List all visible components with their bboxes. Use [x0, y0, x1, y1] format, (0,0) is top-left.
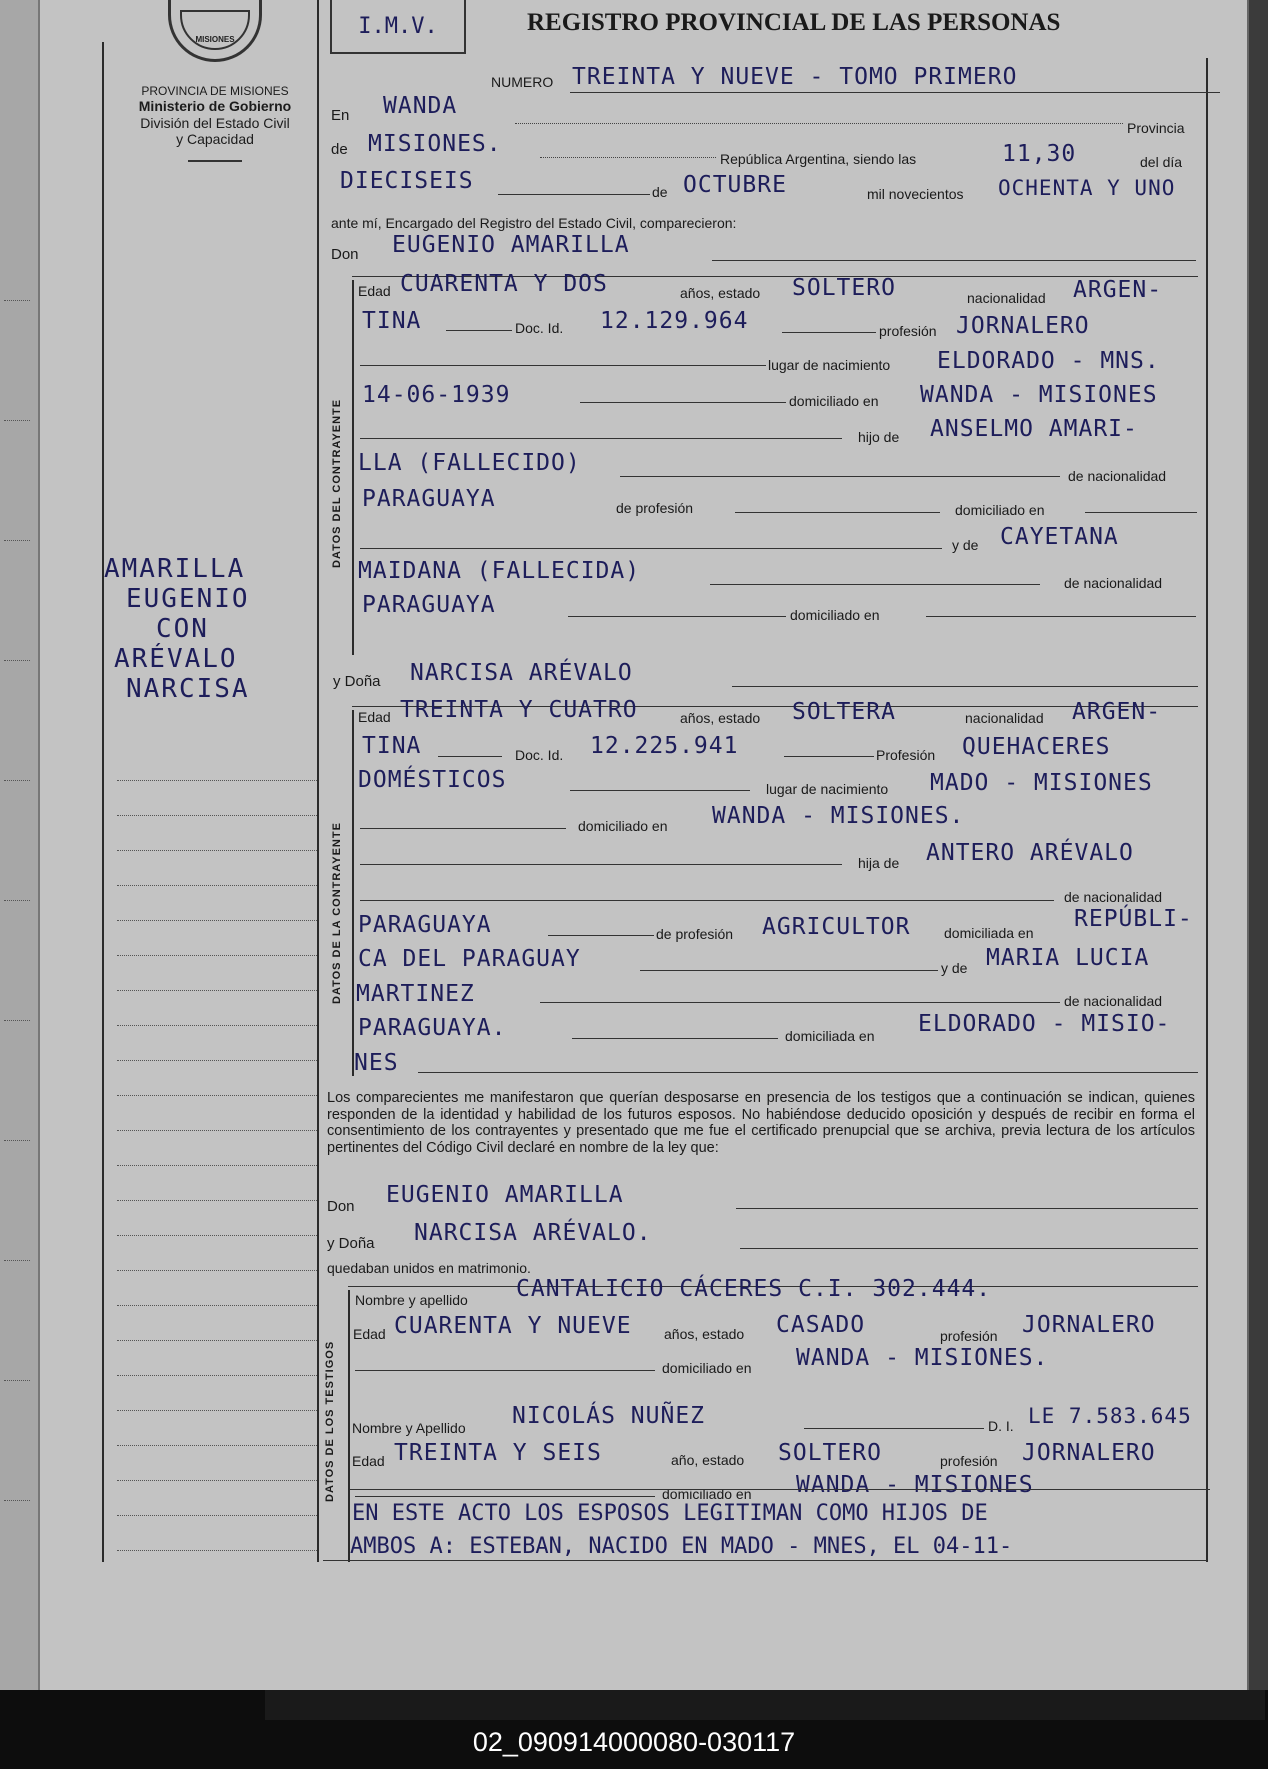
edad-label: Edad: [352, 1453, 385, 1469]
page-title: REGISTRO PROVINCIAL DE LAS PERSONAS: [527, 9, 1061, 36]
contrayente-madre: CAYETANA: [1000, 524, 1119, 550]
de-label: de: [331, 141, 348, 158]
contrayenta-madre-nacionalidad: PARAGUAYA.: [358, 1015, 507, 1041]
testigo2-estado: SOLTERO: [778, 1440, 882, 1466]
contrayente-profesion: JORNALERO: [956, 313, 1090, 339]
edad-label: Edad: [358, 283, 391, 299]
contrayenta-edad: TREINTA Y CUATRO: [400, 697, 638, 723]
contrayenta-padre-nacionalidad: PARAGUAYA: [358, 912, 492, 938]
quedaban-text: quedaban unidos en matrimonio.: [327, 1260, 531, 1276]
lugar-value: WANDA: [383, 93, 458, 119]
nota-linea-1: EN ESTE ACTO LOS ESPOSOS LEGITIMAN COMO HIJOS DE: [352, 1501, 988, 1526]
del-dia-label: del día: [1140, 154, 1183, 170]
nacionalidad-label: nacionalidad: [967, 290, 1046, 306]
contrayenta-padre-profesion: AGRICULTOR: [762, 914, 911, 940]
contrayenta-padre-domicilio: REPÚBLI-: [1074, 906, 1193, 932]
contrayente-nacionalidad: ARGEN-: [1073, 277, 1163, 303]
de-nacionalidad-label: de nacionalidad: [1064, 889, 1163, 905]
testigo2-edad: TREINTA Y SEIS: [394, 1440, 602, 1466]
contrayenta-madre: MARIA LUCIA: [986, 945, 1150, 971]
book-binding: [1247, 0, 1268, 1690]
contrayente-madre-nacionalidad: PARAGUAYA: [362, 592, 496, 618]
previous-page-edge: [0, 0, 40, 1690]
contrayenta-bracket: [352, 710, 354, 1076]
testigo1-edad: CUARENTA Y NUEVE: [394, 1313, 632, 1339]
seal-text: MISIONES: [195, 34, 235, 44]
contrayente-doc: 12.129.964: [600, 308, 749, 334]
edad-label: Edad: [358, 709, 391, 725]
header-divider: [188, 160, 242, 162]
mil-label: mil novecientos: [867, 186, 964, 202]
y-dona-label: y Doña: [327, 1235, 375, 1252]
anos-estado-label: años, estado: [680, 710, 761, 726]
nombre-apellido-label: Nombre y apellido: [355, 1292, 468, 1308]
de-profesion-label: de profesión: [656, 926, 734, 942]
margin-annotation: [104, 555, 324, 704]
contrayenta-nombre: NARCISA ARÉVALO: [410, 660, 633, 686]
domiciliada-label: domiciliada en: [944, 925, 1034, 941]
testigo2-nombre: NICOLÁS NUÑEZ: [512, 1403, 706, 1429]
domiciliado-label: domiciliado en: [662, 1360, 752, 1376]
testigos-bracket: [348, 1290, 350, 1562]
capacity-name: y Capacidad: [176, 131, 254, 148]
domiciliado-label: domiciliado en: [955, 502, 1045, 518]
hija-de-label: hija de: [858, 855, 900, 871]
edad-label: Edad: [353, 1326, 386, 1342]
anos-estado-label: años, estado: [680, 285, 761, 301]
contrayenta-estado: SOLTERA: [792, 699, 896, 725]
republica-label: República Argentina, siendo las: [720, 151, 917, 167]
contrayente-nombre: EUGENIO AMARILLA: [392, 232, 630, 258]
domiciliado-label: domiciliado en: [789, 393, 879, 409]
profesion-label: profesión: [940, 1328, 998, 1344]
issuer-block: [108, 84, 322, 162]
testigo1-estado: CASADO: [776, 1312, 866, 1338]
document-id-caption: 02_090914000080-030117: [472, 1727, 796, 1757]
lugar-nac-label: lugar de nacimiento: [766, 781, 889, 797]
contrayente-fecha-nac: 14-06-1939: [362, 382, 511, 408]
hora-value: 11,30: [1002, 141, 1077, 167]
contrayenta-profesion: QUEHACERES: [962, 734, 1111, 760]
de-nacionalidad-label: de nacionalidad: [1064, 993, 1163, 1009]
left-margin-rule: [102, 42, 104, 1562]
datos-testigos-label: DATOS DE LOS TESTIGOS: [324, 1340, 336, 1502]
domiciliado-label: domiciliado en: [578, 818, 668, 834]
contrayente-padre-nacionalidad: PARAGUAYA: [362, 486, 496, 512]
contrayenta-padre-domicilio-2: CA DEL PARAGUAY: [358, 946, 581, 972]
margin-line: AMARILLA: [104, 554, 246, 584]
y-de-label: y de: [941, 960, 968, 976]
y-dona-label: y Doña: [333, 673, 381, 690]
contrayenta-profesion-2: DOMÉSTICOS: [358, 767, 507, 793]
contrayenta-padre: ANTERO ARÉVALO: [926, 840, 1134, 866]
margin-line: ARÉVALO: [114, 643, 238, 674]
profesion-label: profesión: [879, 323, 937, 339]
numero-value: TREINTA Y NUEVE - TOMO PRIMERO: [572, 64, 1018, 90]
contrayente-edad: CUARENTA Y DOS: [400, 271, 608, 297]
provincia-label: Provincia: [1127, 120, 1185, 136]
contrayente-estado: SOLTERO: [792, 275, 896, 301]
profesion-label: Profesión: [876, 747, 936, 763]
conyuge-don: EUGENIO AMARILLA: [386, 1182, 624, 1208]
nombre-apellido-label: Nombre y Apellido: [352, 1420, 466, 1436]
don-label: Don: [331, 246, 359, 263]
conyuge-dona: NARCISA ARÉVALO.: [414, 1220, 652, 1246]
domiciliado-label: domiciliado en: [790, 607, 880, 623]
hijo-de-label: hijo de: [858, 429, 900, 445]
numero-label: NUMERO: [491, 74, 554, 90]
testigo1-domicilio: WANDA - MISIONES.: [796, 1345, 1049, 1371]
declaracion-paragraph: Los comparecientes me manifestaron que querían desposarse en presencia de los testigos que a continuación se indican, quienes responden de la identidad y habilidad de los futuros esposos. No habiéndose deducido oposición y después de recibir en forma el consentimiento de los contrayentes y presentado que me fue el certificado prenupcial que se archiva, previa lectura de los artículos pertinentes del Código Civil declaré en nombre de la ley que:: [327, 1090, 1195, 1156]
contrayente-lugar-nac: ELDORADO - MNS.: [937, 348, 1160, 374]
contrayente-madre-2: MAIDANA (FALLECIDA): [358, 558, 641, 584]
margin-line: NARCISA: [126, 673, 250, 704]
domiciliada-label: domiciliada en: [785, 1028, 875, 1044]
province-name: PROVINCIA DE MISIONES: [141, 84, 289, 98]
margin-line: EUGENIO: [126, 583, 250, 614]
right-rule: [1206, 58, 1208, 1562]
ministry-name: Ministerio de Gobierno: [138, 98, 292, 115]
contrayenta-nacionalidad: ARGEN-: [1072, 699, 1162, 725]
initials: I.M.V.: [358, 13, 438, 39]
testigo2-profesion: JORNALERO: [1022, 1440, 1156, 1466]
doc-label: Doc. Id.: [515, 320, 564, 336]
anos-estado-label: años, estado: [664, 1326, 745, 1342]
ano-estado-label: año, estado: [671, 1452, 745, 1468]
d-i-label: D. I.: [988, 1418, 1014, 1434]
contrayenta-madre-domicilio: ELDORADO - MISIO-: [918, 1011, 1171, 1037]
de-nacionalidad-label: de nacionalidad: [1068, 468, 1167, 484]
ante-mi-text: ante mí, Encargado del Registro del Estado Civil, comparecieron:: [331, 215, 737, 231]
nacionalidad-label: nacionalidad: [965, 710, 1044, 726]
provincia-value: MISIONES.: [368, 131, 502, 157]
doc-label: Doc. Id.: [515, 747, 564, 763]
datos-contrayente-label: DATOS DEL CONTRAYENTE: [331, 398, 343, 568]
contrayente-domicilio: WANDA - MISIONES: [920, 382, 1158, 408]
initials-box: [330, 0, 466, 54]
contrayente-nacionalidad-2: TINA: [362, 308, 422, 334]
contrayenta-lugar-nac: MADO - MISIONES: [930, 770, 1153, 796]
contrayente-padre: ANSELMO AMARI-: [930, 416, 1138, 442]
dia-value: DIECISEIS: [340, 168, 474, 194]
division-name: División del Estado Civil: [140, 114, 290, 131]
de-nacionalidad-label: de nacionalidad: [1064, 575, 1163, 591]
datos-contrayenta-label: DATOS DE LA CONTRAYENTE: [331, 822, 343, 1004]
contrayenta-madre-2: MARTINEZ: [356, 981, 475, 1007]
don-label: Don: [327, 1198, 355, 1215]
contrayenta-domicilio: WANDA - MISIONES.: [712, 803, 965, 829]
y-de-label: y de: [952, 537, 979, 553]
lugar-nac-label: lugar de nacimiento: [768, 357, 891, 373]
profesion-label: profesión: [940, 1453, 998, 1469]
testigo1-profesion: JORNALERO: [1022, 1312, 1156, 1338]
testigo2-domicilio: WANDA - MISIONES: [796, 1472, 1034, 1498]
center-rule: [317, 0, 319, 1562]
contrayente-padre-2: LLA (FALLECIDO): [358, 450, 581, 476]
nota-linea-2: AMBOS A: ESTEBAN, NACIDO EN MADO - MNES, EL 04-11-: [350, 1534, 1013, 1559]
de-profesion-label: de profesión: [616, 500, 694, 516]
testigo1-nombre: CANTALICIO CÁCERES C.I. 302.444.: [516, 1276, 992, 1302]
domiciliado-label: domiciliado en: [662, 1486, 752, 1502]
margin-line: CON: [156, 613, 209, 644]
testigo2-doc: LE 7.583.645: [1028, 1404, 1192, 1428]
anio-value: OCHENTA Y UNO: [998, 176, 1176, 200]
contrayenta-madre-domicilio-2: NES: [354, 1050, 399, 1076]
contrayenta-nacionalidad-2: TINA: [362, 733, 422, 759]
mes-value: OCTUBRE: [683, 172, 787, 198]
en-label: En: [331, 107, 350, 124]
contrayente-bracket: [352, 280, 354, 655]
contrayenta-doc: 12.225.941: [590, 733, 739, 759]
de-mes-label: de: [652, 184, 668, 200]
